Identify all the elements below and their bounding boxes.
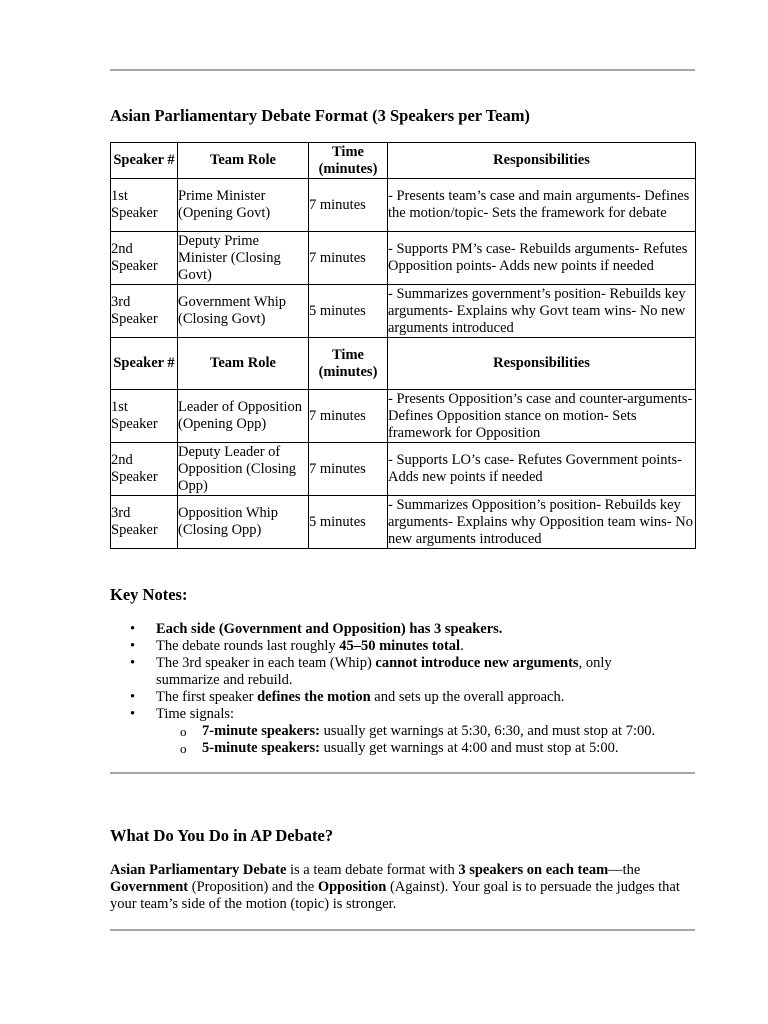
table-header-row <box>111 143 696 179</box>
header-responsibilities: Responsibilities <box>388 143 696 179</box>
section-heading: What Do You Do in AP Debate? <box>110 826 334 845</box>
text-bold: 3 speakers on each team <box>458 862 609 878</box>
cell-role: Opposition Whip (Closing Opp) <box>178 496 309 549</box>
header-speaker: Speaker # <box>111 338 178 390</box>
cell-responsibilities: - Supports LO’s case- Refutes Government points- Adds new points if needed <box>388 443 696 496</box>
header-team-role: Team Role <box>178 143 309 179</box>
note-text-bold: Each side (Government and Opposition) has 3 speakers. <box>156 621 503 637</box>
cell-speaker: 1st Speaker <box>111 390 178 443</box>
note-text: , only summarize and rebuild. <box>156 655 612 688</box>
cell-role: Government Whip (Closing Govt) <box>178 285 309 338</box>
cell-time: 5 minutes <box>309 285 388 338</box>
text-bold: Opposition <box>317 879 387 895</box>
cell-speaker: 1st Speaker <box>111 179 178 232</box>
note-text: usually get warnings at 4:00 and must stop at 5:00. <box>320 740 619 756</box>
cell-time: 7 minutes <box>309 179 388 232</box>
list-item <box>110 638 710 655</box>
list-item <box>110 621 710 638</box>
cell-role: Leader of Opposition (Opening Opp) <box>178 390 309 443</box>
text: (Against). Your goal is to persuade the judges that your team’s side of the motion (topic) is stronger. <box>110 879 680 912</box>
note-text: Time signals: <box>156 706 235 722</box>
list-item <box>110 706 710 723</box>
table-row <box>111 179 696 232</box>
note-text-bold: 45–50 minutes total <box>339 638 461 654</box>
table-row <box>111 496 696 549</box>
note-text: and sets up the overall approach. <box>370 689 565 705</box>
text: is a team debate format with <box>286 862 459 878</box>
cell-time: 7 minutes <box>309 232 388 285</box>
note-text: usually get warnings at 5:30, 6:30, and must stop at 7:00. <box>320 723 656 739</box>
horizontal-rule-middle <box>110 772 695 774</box>
header-speaker: Speaker # <box>111 143 178 179</box>
cell-time: 5 minutes <box>309 496 388 549</box>
text: —the <box>608 862 641 878</box>
opposition-speakers-table <box>110 337 696 549</box>
header-team-role: Team Role <box>178 338 309 390</box>
table-row <box>111 390 696 443</box>
table-row <box>111 285 696 338</box>
note-text-bold: 5-minute speakers: <box>202 740 321 756</box>
text: (Proposition) and the <box>188 879 318 895</box>
intro-paragraph <box>110 862 700 913</box>
list-item <box>110 689 710 706</box>
header-responsibilities: Responsibilities <box>388 338 696 390</box>
page-heading: Asian Parliamentary Debate Format (3 Speakers per Team) <box>110 106 530 125</box>
key-notes-heading: Key Notes: <box>110 585 188 604</box>
table-header-row <box>111 338 696 390</box>
cell-responsibilities: - Summarizes government’s position- Rebuilds key arguments- Explains why Govt team wins- No new arguments introduced <box>388 285 696 338</box>
header-time: Time (minutes) <box>309 338 388 390</box>
cell-speaker: 2nd Speaker <box>111 443 178 496</box>
key-notes-list <box>110 621 710 757</box>
cell-time: 7 minutes <box>309 443 388 496</box>
cell-responsibilities: - Supports PM’s case- Rebuilds arguments- Refutes Opposition points- Adds new points if needed <box>388 232 696 285</box>
horizontal-rule-bottom <box>110 929 695 931</box>
table-row <box>111 443 696 496</box>
cell-responsibilities: - Summarizes Opposition’s position- Rebuilds key arguments- Explains why Opposition team wins- No new arguments introduced <box>388 496 696 549</box>
note-text-bold: defines the motion <box>257 689 371 705</box>
note-text: . <box>460 638 464 654</box>
list-item <box>110 655 671 689</box>
note-text-bold: 7-minute speakers: <box>202 723 321 739</box>
text-bold: Asian Parliamentary Debate <box>110 862 287 878</box>
cell-role: Prime Minister (Opening Govt) <box>178 179 309 232</box>
horizontal-rule-top <box>110 69 695 71</box>
cell-speaker: 3rd Speaker <box>111 285 178 338</box>
sub-list-item <box>110 740 710 757</box>
text-bold: Government <box>110 879 189 895</box>
header-time: Time (minutes) <box>309 143 388 179</box>
note-text: The 3rd speaker in each team (Whip) <box>156 655 376 671</box>
note-text: The debate rounds last roughly <box>156 638 340 654</box>
government-speakers-table <box>110 142 696 338</box>
cell-responsibilities: - Presents Opposition’s case and counter-arguments- Defines Opposition stance on motion- Sets framework for Opposition <box>388 390 696 443</box>
sub-list-item <box>110 723 710 740</box>
note-text: The first speaker <box>156 689 258 705</box>
cell-responsibilities: - Presents team’s case and main arguments- Defines the motion/topic- Sets the framework for debate <box>388 179 696 232</box>
cell-speaker: 3rd Speaker <box>111 496 178 549</box>
cell-speaker: 2nd Speaker <box>111 232 178 285</box>
cell-role: Deputy Leader of Opposition (Closing Opp) <box>178 443 309 496</box>
note-text-bold: cannot introduce new arguments <box>375 655 579 671</box>
cell-role: Deputy Prime Minister (Closing Govt) <box>178 232 309 285</box>
table-row <box>111 232 696 285</box>
cell-time: 7 minutes <box>309 390 388 443</box>
